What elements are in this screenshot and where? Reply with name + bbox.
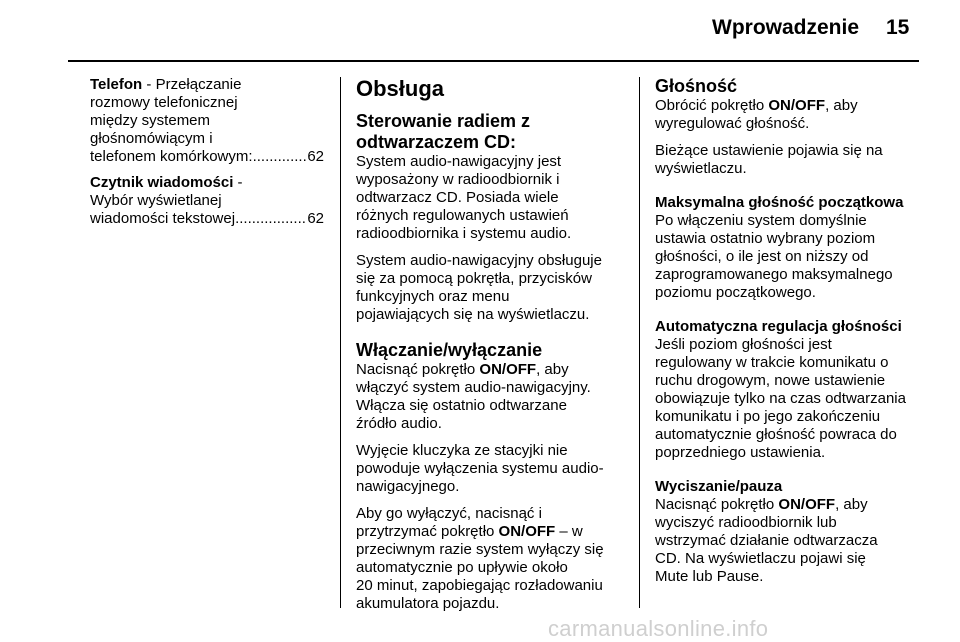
column-divider-1 (340, 77, 341, 608)
page-header-title: Wprowadzenie (712, 16, 860, 39)
control-name: ON/OFF (768, 97, 826, 114)
index-column (90, 76, 324, 236)
paragraph: Jeśli poziom głośności jest regulowany w trakcie komunikatu o ruchu drogowym, nowe ustawienie obowiązuje tylko na czas odtwarzania komunikatu i po jego zakończeniu automatycznie głośność powraca do poprzedniego ustawienia. (655, 336, 906, 461)
index-term: Czytnik wiadomości (90, 174, 234, 191)
index-entry-czytnik[interactable]: Czytnik wiadomości - Wybór wyświetlanej wiadomości tekstowej ..... 62 (90, 174, 324, 228)
paragraph: Bieżące ustawienie pojawia się na wyświetlaczu. (655, 142, 883, 177)
paragraph: Nacisnąć pokrętło ON/OFF, aby wyciszyć radioodbiornik lub wstrzymać działanie odtwarzacza CD. Na wyświetlaczu pojawi się Mute lub Pause. (655, 496, 878, 585)
index-term: Telefon (90, 76, 143, 93)
watermark: carmanualsonline.info (548, 616, 769, 641)
subsection-heading: Włączanie/wyłączanie (356, 340, 543, 360)
index-entry-telefon[interactable]: Telefon - Przełączanie rozmowy telefonicznej między systemem głośnomówiącym i telefonem komórkowym: ..... 62 (90, 76, 324, 166)
section-heading: Głośność (655, 76, 738, 96)
control-name: ON/OFF (778, 496, 836, 513)
column-divider-2 (639, 77, 640, 608)
header-rule (68, 60, 919, 62)
page-reference: 62 (307, 148, 324, 165)
subsection-heading: Sterowanie radiem z (356, 111, 531, 131)
paragraph: System audio-nawigacyjny jest wyposażony w radioodbiornik i odtwarzacz CD. Posiada wiele różnych regulowanych ustawień radioodbiornika i systemu audio. (356, 153, 572, 242)
volume-column (655, 76, 925, 595)
operation-column (356, 76, 628, 622)
control-name: ON/OFF (498, 523, 556, 540)
leader-dots (235, 210, 307, 228)
paragraph: Aby go wyłączyć, nacisnąć i przytrzymać pokrętło ON/OFF – w przeciwnym razie system wyłączy się automatycznie po upływie około 20 minut, zapobiegając rozładowaniu akumulatora pojazdu. (356, 505, 604, 612)
subsection-heading-cont: odtwarzaczem CD: (356, 132, 517, 152)
paragraph: System audio-nawigacyjny obsługuje się za pomocą pokrętła, przycisków funkcyjnych oraz menu pojawiających się na wyświetlaczu. (356, 252, 602, 323)
paragraph: Po włączeniu system domyślnie ustawia ostatnio wybrany poziom głośności, o ile jest on niższy od zaprogramowanego maksymalnego poziomu początkowego. (655, 212, 893, 301)
page-reference: 62 (307, 210, 324, 227)
subheading: Maksymalna głośność początkowa (655, 194, 904, 211)
paragraph: Nacisnąć pokrętło ON/OFF, aby włączyć system audio-nawigacyjny. Włącza się ostatnio odtwarzane źródło audio. (356, 361, 591, 432)
leader-dots (253, 148, 308, 166)
subheading: Wyciszanie/pauza (655, 478, 783, 495)
page-number: 15 (886, 16, 910, 39)
control-name: ON/OFF (479, 361, 537, 378)
paragraph: Obrócić pokrętło ON/OFF, aby wyregulować głośność. (655, 97, 858, 132)
subheading: Automatyczna regulacja głośności (655, 318, 902, 335)
section-heading: Obsługa (356, 76, 445, 101)
paragraph: Wyjęcie kluczyka ze stacyjki nie powoduje wyłączenia systemu audio- nawigacyjnego. (356, 442, 604, 495)
